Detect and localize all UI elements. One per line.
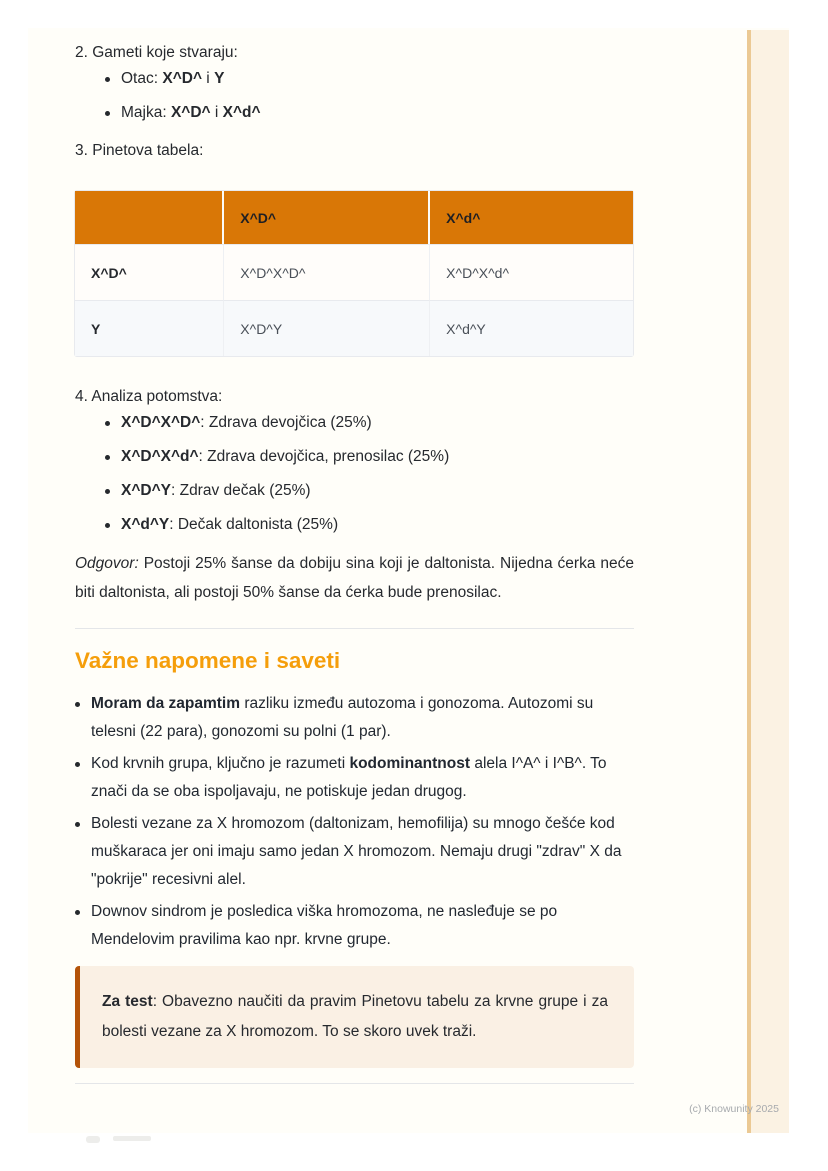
list-item-text: X^D^X^D^: Zdrava devojčica (25%) — [121, 414, 372, 431]
table-header-cell: X^D^ — [224, 191, 430, 244]
list-item-text: Majka: X^D^ i X^d^ — [121, 104, 261, 121]
bullet-icon — [105, 111, 110, 116]
list-item — [75, 690, 634, 746]
list-item-text: X^d^Y: Dečak daltonista (25%) — [121, 516, 339, 533]
list-item — [75, 750, 634, 806]
bullet-icon — [75, 910, 80, 915]
answer-paragraph: Odgovor: Postoji 25% šanse da dobiju sina koji je daltonista. Nijedna ćerka neće biti daltonista, ali postoji 50% šanse da ćerka bude prenosilac. — [75, 555, 634, 601]
list-item — [75, 898, 634, 954]
row-label-cell: Y — [75, 300, 224, 356]
bullet-icon — [105, 455, 110, 460]
punnett-table-head — [75, 191, 633, 244]
list-item-text: Kod krvnih grupa, ključno je razumeti kodominantnost alela I^A^ i I^B^. To znači da se oba ispoljavaju, ne potiskuje jedan drugog. — [91, 755, 607, 800]
table-cell: X^d^Y — [430, 300, 633, 356]
table-cell: X^D^Y — [224, 300, 430, 356]
list-item — [105, 514, 664, 536]
divider — [75, 628, 634, 629]
bullet-icon — [105, 77, 110, 82]
list-item — [75, 810, 634, 894]
tip-callout-text: Za test: Obavezno naučiti da pravim Pinetovu tabelu za krvne grupe i za bolesti vezane za X hromozom. To se skoro uvek traži. — [102, 993, 608, 1040]
page-right-margin-panel — [751, 30, 789, 1133]
tip-callout — [75, 966, 634, 1068]
list-item-text: X^D^X^d^: Zdrava devojčica, prenosilac (25%) — [121, 448, 450, 465]
copyright-text: (c) Knowunity 2025 — [689, 1103, 779, 1115]
list-item — [105, 68, 664, 90]
next-page-fragment — [113, 1136, 151, 1141]
section-heading: Važne napomene i saveti — [75, 648, 341, 673]
list-item-text: Bolesti vezane za X hromozom (daltonizam, hemofilija) su mnogo češće kod muškaraca jer oni imaju samo jedan X hromozom. Nemaju drugi "zdrav" X da "pokrije" recesivni alel. — [91, 815, 622, 888]
bullet-icon — [105, 421, 110, 426]
gameti-bullet-list — [105, 68, 664, 124]
table-row — [75, 300, 633, 356]
notes-bullet-list — [75, 690, 634, 954]
bullet-icon — [75, 762, 80, 767]
list-item-text: Downov sindrom je posledica viška hromozoma, ne nasleđuje se po Mendelovim pravilima kao npr. krvne grupe. — [91, 903, 558, 948]
bullet-icon — [105, 523, 110, 528]
punnett-table — [74, 190, 634, 357]
table-header-cell — [75, 191, 224, 244]
list-item — [105, 102, 664, 124]
punnett-table-body — [75, 244, 633, 356]
list-item-text: Moram da zapamtim razliku između autozoma i gonozoma. Autozomi su telesni (22 para), gonozomi su polni (1 par). — [91, 695, 594, 740]
table-header-row — [75, 191, 633, 244]
table-cell: X^D^X^d^ — [430, 244, 633, 300]
numbered-item-analiza: 4. Analiza potomstva: — [75, 388, 223, 405]
table-cell: X^D^X^D^ — [224, 244, 430, 300]
bullet-icon — [105, 489, 110, 494]
table-row — [75, 244, 633, 300]
table-header-cell: X^d^ — [430, 191, 633, 244]
list-item — [105, 412, 664, 434]
divider — [75, 1083, 634, 1084]
bullet-icon — [75, 822, 80, 827]
analiza-bullet-list — [105, 412, 664, 536]
list-item-text: Otac: X^D^ i Y — [121, 70, 225, 87]
list-item-text: X^D^Y: Zdrav dečak (25%) — [121, 482, 311, 499]
row-label-cell: X^D^ — [75, 244, 224, 300]
numbered-item-pinetova: 3. Pinetova tabela: — [75, 142, 204, 159]
numbered-item-gameti: 2. Gameti koje stvaraju: — [75, 44, 238, 61]
list-item — [105, 480, 664, 502]
bullet-icon — [75, 702, 80, 707]
list-item — [105, 446, 664, 468]
next-page-fragment — [86, 1136, 100, 1143]
